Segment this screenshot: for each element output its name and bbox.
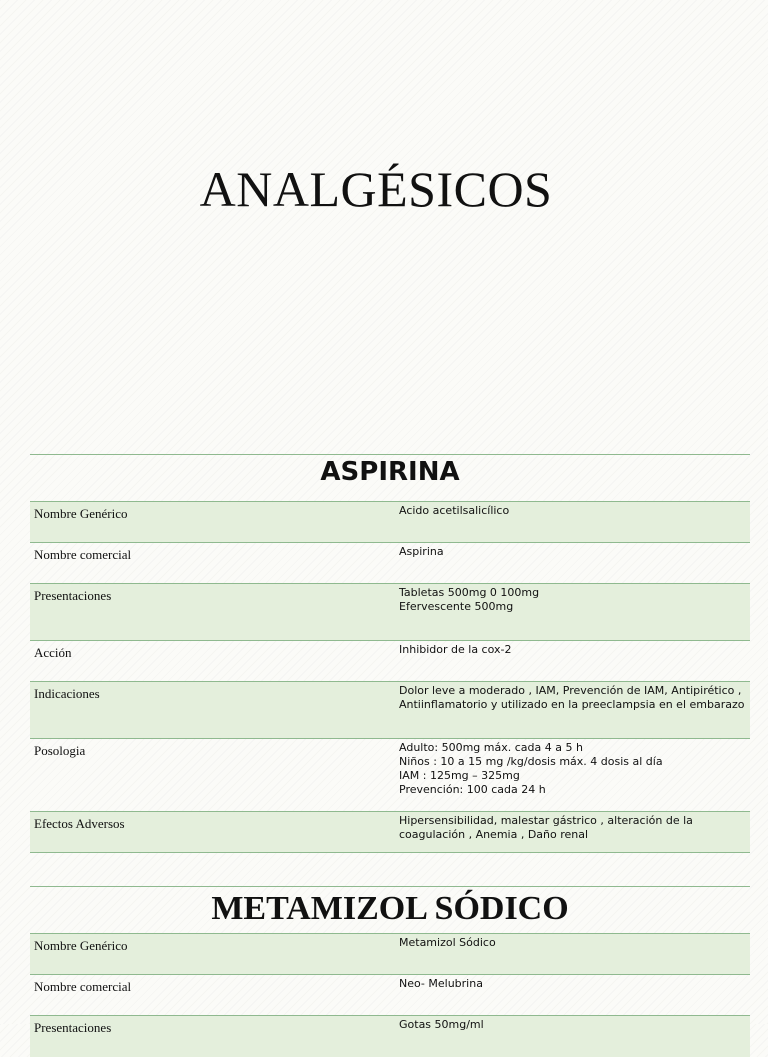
row-value: Hipersensibilidad, malestar gástrico , alteración de la coagulación , Anemia , Daño renal bbox=[395, 812, 750, 853]
table-row bbox=[30, 975, 750, 1016]
row-label: Posologia bbox=[30, 739, 395, 812]
table-row bbox=[30, 641, 750, 682]
drug-name: ASPIRINA bbox=[30, 454, 750, 501]
row-value: Neo- Melubrina bbox=[395, 975, 750, 1016]
table-row bbox=[30, 502, 750, 543]
drug-table bbox=[30, 501, 750, 853]
row-label: Acción bbox=[30, 641, 395, 682]
row-label: Nombre Genérico bbox=[30, 502, 395, 543]
drug-name: METAMIZOL SÓDICO bbox=[30, 886, 750, 933]
drug-section-metamizol bbox=[30, 886, 750, 1057]
row-label: Presentaciones bbox=[30, 584, 395, 641]
row-value: Acido acetilsalicílico bbox=[395, 502, 750, 543]
table-row bbox=[30, 812, 750, 853]
row-label: Nombre comercial bbox=[30, 975, 395, 1016]
row-label: Efectos Adversos bbox=[30, 812, 395, 853]
row-value: Inhibidor de la cox-2 bbox=[395, 641, 750, 682]
row-label: Nombre Genérico bbox=[30, 934, 395, 975]
row-label: Nombre comercial bbox=[30, 543, 395, 584]
table-row bbox=[30, 682, 750, 739]
row-value: Dolor leve a moderado , IAM, Prevención de IAM, Antipirético , Antiinflamatorio y utilizado en la preeclampsia en el embarazo bbox=[395, 682, 750, 739]
table-row bbox=[30, 1016, 750, 1057]
table-row bbox=[30, 584, 750, 641]
row-label: Indicaciones bbox=[30, 682, 395, 739]
page-title: ANALGÉSICOS bbox=[199, 161, 553, 217]
drug-section-aspirina bbox=[30, 454, 750, 853]
row-value: Adulto: 500mg máx. cada 4 a 5 h Niños : 10 a 15 mg /kg/dosis máx. 4 dosis al día IAM : 125mg – 325mg Prevención: 100 cada 24 h bbox=[395, 739, 750, 812]
table-row bbox=[30, 934, 750, 975]
row-label: Presentaciones bbox=[30, 1016, 395, 1057]
row-value: Aspirina bbox=[395, 543, 750, 584]
table-row bbox=[30, 739, 750, 812]
row-value: Tabletas 500mg 0 100mg Efervescente 500mg bbox=[395, 584, 750, 641]
row-value: Gotas 50mg/ml bbox=[395, 1016, 750, 1057]
row-value: Metamizol Sódico bbox=[395, 934, 750, 975]
table-row bbox=[30, 543, 750, 584]
drug-table bbox=[30, 933, 750, 1057]
